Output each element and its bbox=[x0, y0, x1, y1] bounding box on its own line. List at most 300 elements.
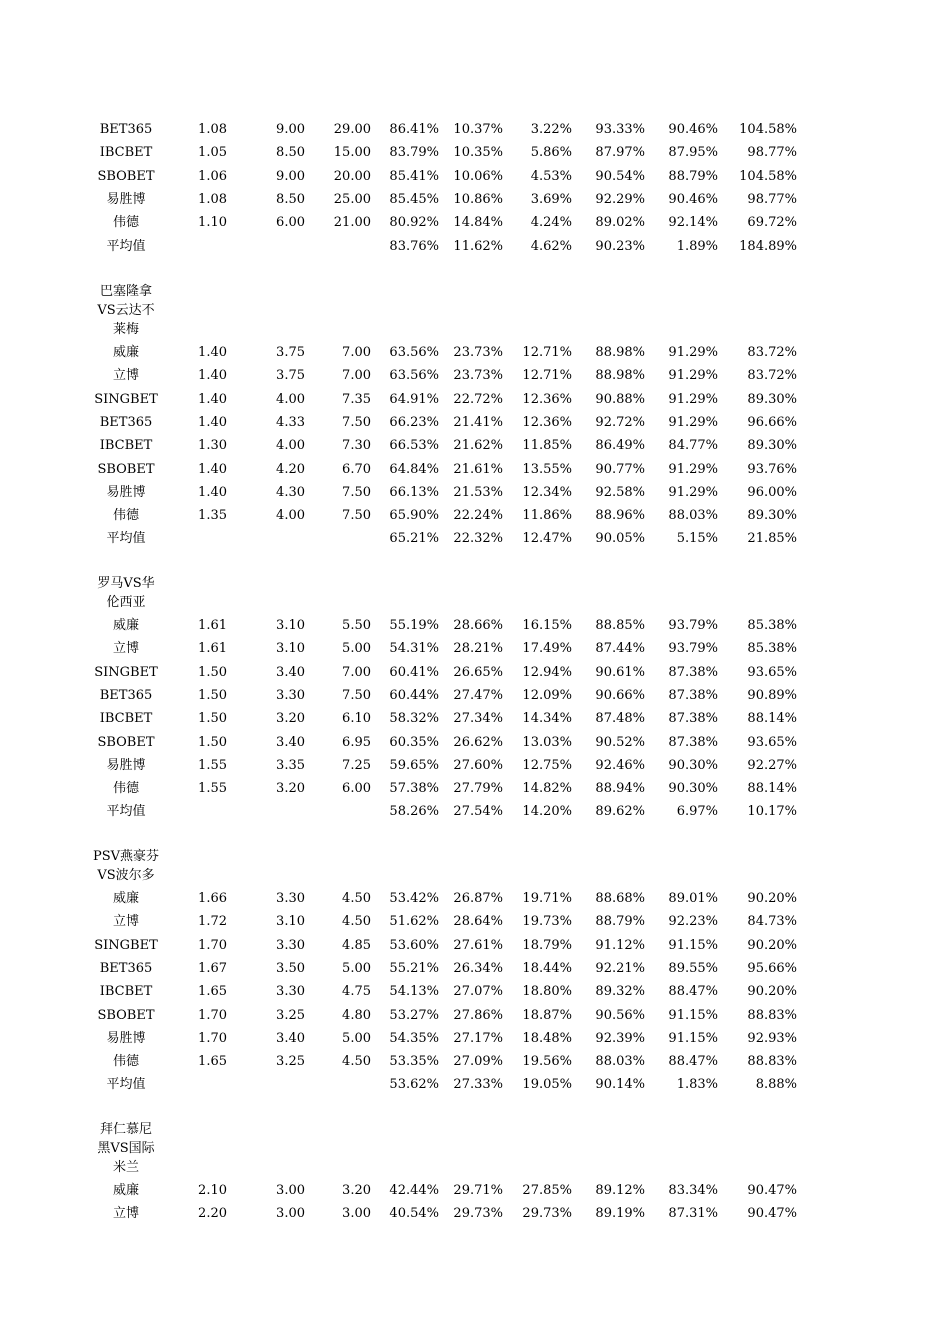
kelly-index-1-cell: 90.46% bbox=[668, 191, 718, 207]
bookmaker-name-cell: SBOBET bbox=[97, 168, 155, 184]
kelly-index-1-cell: 1.89% bbox=[676, 238, 718, 254]
table-row bbox=[0, 887, 950, 910]
return-rate-cell: 91.12% bbox=[595, 937, 645, 953]
table-row bbox=[0, 684, 950, 707]
table-row bbox=[0, 1179, 950, 1202]
kelly-index-1-cell: 88.79% bbox=[668, 168, 718, 184]
away-probability-cell: 12.36% bbox=[522, 414, 572, 430]
draw-odds-cell bbox=[248, 527, 305, 550]
away-odds-cell bbox=[314, 800, 371, 823]
home-odds-cell: 1.10 bbox=[198, 215, 227, 231]
home-probability-cell: 85.45% bbox=[389, 191, 439, 207]
away-odds-cell: 7.35 bbox=[342, 391, 371, 407]
draw-odds-cell: 3.40 bbox=[276, 734, 305, 750]
draw-probability-cell: 29.73% bbox=[453, 1206, 503, 1222]
home-probability-cell: 60.41% bbox=[389, 664, 439, 680]
away-odds-cell bbox=[314, 1073, 371, 1096]
match-title-line: PSV燕豪芬 bbox=[92, 849, 160, 864]
return-rate-cell: 88.98% bbox=[595, 345, 645, 360]
return-rate-cell: 87.97% bbox=[595, 145, 645, 161]
return-rate-cell: 88.68% bbox=[595, 891, 645, 906]
away-odds-cell: 4.75 bbox=[342, 984, 371, 1000]
home-probability-cell: 60.44% bbox=[389, 687, 439, 703]
bookmaker-name-cell: BET365 bbox=[99, 122, 153, 137]
bookmaker-name-cell: 伟德 bbox=[112, 508, 139, 524]
kelly-index-2-cell: 89.30% bbox=[747, 438, 797, 454]
away-odds-cell: 3.20 bbox=[342, 1183, 371, 1198]
home-odds-cell bbox=[170, 1073, 227, 1096]
home-odds-cell: 1.40 bbox=[198, 461, 227, 477]
home-probability-cell: 86.41% bbox=[389, 122, 439, 137]
return-rate-cell: 88.79% bbox=[595, 914, 645, 930]
home-probability-cell: 58.32% bbox=[389, 711, 439, 727]
draw-probability-cell: 10.86% bbox=[453, 191, 503, 207]
draw-probability-cell: 10.35% bbox=[453, 145, 503, 161]
draw-odds-cell: 9.00 bbox=[276, 168, 305, 184]
kelly-index-1-cell: 92.23% bbox=[668, 914, 718, 930]
home-probability-cell: 66.23% bbox=[389, 414, 439, 430]
return-rate-cell: 89.12% bbox=[595, 1183, 645, 1198]
kelly-index-2-cell: 98.77% bbox=[747, 191, 797, 207]
kelly-index-1-cell: 6.97% bbox=[676, 804, 718, 820]
home-odds-cell: 1.35 bbox=[198, 508, 227, 524]
kelly-index-2-cell: 98.77% bbox=[747, 145, 797, 161]
draw-odds-cell: 3.20 bbox=[276, 711, 305, 727]
draw-odds-cell: 4.20 bbox=[276, 461, 305, 477]
kelly-index-2-cell: 69.72% bbox=[747, 215, 797, 231]
table-row bbox=[0, 211, 950, 234]
draw-odds-cell: 3.30 bbox=[276, 687, 305, 703]
bookmaker-name-cell: 平均值 bbox=[106, 1077, 146, 1093]
table-row bbox=[0, 481, 950, 504]
table-row bbox=[0, 731, 950, 754]
draw-odds-cell: 3.00 bbox=[276, 1183, 305, 1198]
kelly-index-1-cell: 91.29% bbox=[668, 391, 718, 407]
draw-odds-cell: 3.40 bbox=[276, 664, 305, 680]
home-probability-cell: 64.91% bbox=[389, 391, 439, 407]
away-probability-cell: 3.69% bbox=[530, 191, 572, 207]
home-odds-cell: 1.70 bbox=[198, 1030, 227, 1046]
home-odds-cell: 1.05 bbox=[198, 145, 227, 161]
home-odds-cell bbox=[170, 527, 227, 550]
bookmaker-name-cell: SINGBET bbox=[94, 664, 158, 680]
home-probability-cell: 53.35% bbox=[389, 1054, 439, 1070]
home-odds-cell: 1.50 bbox=[198, 734, 227, 750]
bookmaker-name-cell: 威廉 bbox=[112, 891, 139, 906]
draw-odds-cell: 4.00 bbox=[276, 438, 305, 454]
kelly-index-1-cell: 91.15% bbox=[668, 1007, 718, 1023]
home-probability-cell: 83.79% bbox=[389, 145, 439, 161]
return-rate-cell: 92.39% bbox=[595, 1030, 645, 1046]
away-probability-cell: 13.03% bbox=[522, 734, 572, 750]
home-probability-cell: 54.31% bbox=[389, 641, 439, 657]
home-odds-cell: 2.10 bbox=[198, 1183, 227, 1198]
table-row bbox=[0, 165, 950, 188]
bookmaker-name-cell: SBOBET bbox=[97, 461, 155, 477]
kelly-index-2-cell: 90.20% bbox=[747, 891, 797, 906]
return-rate-cell: 88.85% bbox=[595, 618, 645, 633]
table-row bbox=[0, 614, 950, 637]
draw-probability-cell: 21.61% bbox=[453, 461, 503, 477]
draw-probability-cell: 26.65% bbox=[453, 664, 503, 680]
home-probability-cell: 58.26% bbox=[389, 804, 439, 820]
draw-odds-cell: 3.00 bbox=[276, 1206, 305, 1222]
kelly-index-1-cell: 87.38% bbox=[668, 734, 718, 750]
bookmaker-name-cell: 立博 bbox=[112, 368, 139, 384]
draw-odds-cell: 3.35 bbox=[276, 757, 305, 773]
draw-probability-cell: 26.62% bbox=[453, 734, 503, 750]
away-odds-cell: 5.00 bbox=[342, 641, 371, 657]
away-probability-cell: 14.82% bbox=[522, 781, 572, 797]
kelly-index-1-cell: 90.30% bbox=[668, 781, 718, 797]
home-odds-cell: 1.50 bbox=[198, 664, 227, 680]
home-odds-cell: 1.72 bbox=[198, 914, 227, 930]
kelly-index-1-cell: 1.83% bbox=[676, 1077, 718, 1093]
return-rate-cell: 89.62% bbox=[595, 804, 645, 820]
away-odds-cell: 6.00 bbox=[342, 781, 371, 797]
match-title-line: 罗马VS华 bbox=[97, 576, 155, 591]
away-odds-cell: 7.00 bbox=[342, 664, 371, 680]
kelly-index-2-cell: 83.72% bbox=[747, 345, 797, 360]
bookmaker-name-cell: 平均值 bbox=[106, 238, 146, 254]
return-rate-cell: 87.48% bbox=[595, 711, 645, 727]
home-probability-cell: 54.35% bbox=[389, 1030, 439, 1046]
away-odds-cell: 15.00 bbox=[333, 145, 371, 161]
kelly-index-2-cell: 85.38% bbox=[747, 641, 797, 657]
kelly-index-2-cell: 21.85% bbox=[747, 531, 797, 547]
away-odds-cell: 20.00 bbox=[333, 168, 371, 184]
bookmaker-name-cell: BET365 bbox=[99, 687, 153, 703]
bookmaker-name-cell: 立博 bbox=[112, 641, 139, 657]
return-rate-cell: 92.21% bbox=[595, 960, 645, 976]
home-odds-cell: 1.61 bbox=[198, 618, 227, 633]
table-row bbox=[0, 637, 950, 660]
away-probability-cell: 19.73% bbox=[522, 914, 572, 930]
draw-odds-cell: 3.75 bbox=[276, 345, 305, 360]
draw-probability-cell: 14.84% bbox=[453, 215, 503, 231]
table-row bbox=[0, 434, 950, 457]
kelly-index-2-cell: 104.58% bbox=[739, 122, 797, 137]
home-odds-cell: 1.67 bbox=[198, 960, 227, 976]
match-title bbox=[86, 847, 166, 885]
kelly-index-2-cell: 96.66% bbox=[747, 414, 797, 430]
draw-probability-cell: 27.34% bbox=[453, 711, 503, 727]
bookmaker-name-cell: 平均值 bbox=[106, 804, 146, 820]
kelly-index-1-cell: 91.29% bbox=[668, 484, 718, 500]
bookmaker-name-cell: BET365 bbox=[99, 414, 153, 430]
home-probability-cell: 53.42% bbox=[389, 891, 439, 906]
bookmaker-name-cell: SBOBET bbox=[97, 734, 155, 750]
draw-odds-cell: 8.50 bbox=[276, 145, 305, 161]
draw-odds-cell: 3.25 bbox=[276, 1007, 305, 1023]
away-odds-cell: 4.85 bbox=[342, 937, 371, 953]
away-odds-cell: 5.00 bbox=[342, 960, 371, 976]
table-row bbox=[0, 188, 950, 211]
return-rate-cell: 88.98% bbox=[595, 368, 645, 384]
away-probability-cell: 29.73% bbox=[522, 1206, 572, 1222]
average-row bbox=[0, 527, 950, 550]
away-probability-cell: 16.15% bbox=[522, 618, 572, 633]
kelly-index-1-cell: 87.38% bbox=[668, 711, 718, 727]
kelly-index-2-cell: 95.66% bbox=[747, 960, 797, 976]
draw-odds-cell bbox=[248, 235, 305, 258]
home-odds-cell: 1.70 bbox=[198, 937, 227, 953]
home-odds-cell: 1.66 bbox=[198, 891, 227, 906]
return-rate-cell: 90.77% bbox=[595, 461, 645, 477]
kelly-index-2-cell: 92.93% bbox=[747, 1030, 797, 1046]
table-row bbox=[0, 388, 950, 411]
kelly-index-1-cell: 88.47% bbox=[668, 984, 718, 1000]
away-probability-cell: 4.24% bbox=[530, 215, 572, 231]
draw-probability-cell: 22.24% bbox=[453, 508, 503, 524]
home-odds-cell: 1.06 bbox=[198, 168, 227, 184]
return-rate-cell: 92.29% bbox=[595, 191, 645, 207]
away-probability-cell: 12.36% bbox=[522, 391, 572, 407]
away-probability-cell: 19.71% bbox=[522, 891, 572, 906]
match-title-line: VS云达不 bbox=[97, 303, 155, 318]
away-probability-cell: 12.09% bbox=[522, 687, 572, 703]
away-probability-cell: 18.48% bbox=[522, 1030, 572, 1046]
away-odds-cell: 7.25 bbox=[342, 757, 371, 773]
draw-probability-cell: 28.64% bbox=[453, 914, 503, 930]
average-row bbox=[0, 800, 950, 823]
draw-odds-cell: 3.10 bbox=[276, 914, 305, 930]
kelly-index-1-cell: 5.15% bbox=[676, 531, 718, 547]
draw-probability-cell: 10.37% bbox=[453, 122, 503, 137]
table-row bbox=[0, 364, 950, 387]
return-rate-cell: 87.44% bbox=[595, 641, 645, 657]
draw-probability-cell: 26.87% bbox=[453, 891, 503, 906]
bookmaker-name-cell: 易胜博 bbox=[106, 1030, 146, 1046]
return-rate-cell: 90.61% bbox=[595, 664, 645, 680]
table-row bbox=[0, 934, 950, 957]
kelly-index-1-cell: 92.14% bbox=[668, 215, 718, 231]
kelly-index-1-cell: 83.34% bbox=[668, 1183, 718, 1198]
bookmaker-name-cell: 立博 bbox=[112, 1206, 139, 1222]
home-probability-cell: 65.21% bbox=[389, 531, 439, 547]
draw-odds-cell bbox=[248, 1073, 305, 1096]
match-title-line: 莱梅 bbox=[112, 322, 139, 337]
draw-odds-cell bbox=[248, 800, 305, 823]
kelly-index-1-cell: 93.79% bbox=[668, 641, 718, 657]
away-probability-cell: 12.75% bbox=[522, 757, 572, 773]
return-rate-cell: 90.14% bbox=[595, 1077, 645, 1093]
away-probability-cell: 3.22% bbox=[530, 122, 572, 137]
return-rate-cell: 89.19% bbox=[595, 1206, 645, 1222]
away-probability-cell: 19.56% bbox=[522, 1054, 572, 1070]
bookmaker-name-cell: 平均值 bbox=[106, 531, 146, 547]
kelly-index-2-cell: 184.89% bbox=[739, 238, 797, 254]
away-probability-cell: 18.79% bbox=[522, 937, 572, 953]
return-rate-cell: 90.56% bbox=[595, 1007, 645, 1023]
bookmaker-name-cell: SINGBET bbox=[94, 937, 158, 953]
kelly-index-1-cell: 91.15% bbox=[668, 937, 718, 953]
average-row bbox=[0, 1073, 950, 1096]
draw-probability-cell: 21.53% bbox=[453, 484, 503, 500]
away-odds-cell bbox=[314, 235, 371, 258]
bookmaker-name-cell: IBCBET bbox=[99, 438, 153, 454]
kelly-index-1-cell: 87.38% bbox=[668, 687, 718, 703]
return-rate-cell: 88.96% bbox=[595, 508, 645, 524]
table-row bbox=[0, 1202, 950, 1225]
match-title-line: 拜仁慕尼 bbox=[99, 1122, 152, 1137]
return-rate-cell: 90.05% bbox=[595, 531, 645, 547]
return-rate-cell: 90.54% bbox=[595, 168, 645, 184]
away-probability-cell: 12.71% bbox=[522, 345, 572, 360]
home-odds-cell: 1.65 bbox=[198, 984, 227, 1000]
kelly-index-2-cell: 8.88% bbox=[755, 1077, 797, 1093]
away-probability-cell: 12.34% bbox=[522, 484, 572, 500]
draw-probability-cell: 23.73% bbox=[453, 345, 503, 360]
draw-probability-cell: 22.32% bbox=[453, 531, 503, 547]
kelly-index-2-cell: 88.14% bbox=[747, 711, 797, 727]
home-probability-cell: 57.38% bbox=[389, 781, 439, 797]
draw-probability-cell: 27.17% bbox=[453, 1030, 503, 1046]
draw-odds-cell: 3.20 bbox=[276, 781, 305, 797]
home-odds-cell: 1.55 bbox=[198, 757, 227, 773]
home-odds-cell: 1.50 bbox=[198, 711, 227, 727]
draw-odds-cell: 4.33 bbox=[276, 414, 305, 430]
away-odds-cell: 5.50 bbox=[342, 618, 371, 633]
kelly-index-1-cell: 87.95% bbox=[668, 145, 718, 161]
away-odds-cell: 7.50 bbox=[342, 484, 371, 500]
return-rate-cell: 93.33% bbox=[595, 122, 645, 137]
bookmaker-name-cell: 威廉 bbox=[112, 1183, 139, 1198]
draw-probability-cell: 29.71% bbox=[453, 1183, 503, 1198]
kelly-index-2-cell: 90.20% bbox=[747, 937, 797, 953]
draw-odds-cell: 3.50 bbox=[276, 960, 305, 976]
table-row bbox=[0, 661, 950, 684]
draw-probability-cell: 27.79% bbox=[453, 781, 503, 797]
home-probability-cell: 59.65% bbox=[389, 757, 439, 773]
table-row bbox=[0, 707, 950, 730]
kelly-index-1-cell: 91.15% bbox=[668, 1030, 718, 1046]
home-probability-cell: 53.27% bbox=[389, 1007, 439, 1023]
kelly-index-1-cell: 87.38% bbox=[668, 664, 718, 680]
home-probability-cell: 55.19% bbox=[389, 618, 439, 633]
draw-odds-cell: 3.30 bbox=[276, 891, 305, 906]
away-probability-cell: 14.20% bbox=[522, 804, 572, 820]
away-odds-cell: 4.80 bbox=[342, 1007, 371, 1023]
bookmaker-name-cell: 伟德 bbox=[112, 781, 139, 797]
home-probability-cell: 60.35% bbox=[389, 734, 439, 750]
table-row bbox=[0, 957, 950, 980]
bookmaker-name-cell: SINGBET bbox=[94, 391, 158, 407]
return-rate-cell: 89.32% bbox=[595, 984, 645, 1000]
draw-probability-cell: 27.47% bbox=[453, 687, 503, 703]
bookmaker-name-cell: 伟德 bbox=[112, 215, 139, 231]
home-probability-cell: 66.53% bbox=[389, 438, 439, 454]
away-odds-cell: 6.10 bbox=[342, 711, 371, 727]
match-title-line: 米兰 bbox=[112, 1160, 139, 1175]
kelly-index-1-cell: 90.30% bbox=[668, 757, 718, 773]
away-odds-cell: 6.70 bbox=[342, 461, 371, 477]
home-odds-cell: 2.20 bbox=[198, 1206, 227, 1222]
table-row bbox=[0, 1027, 950, 1050]
home-probability-cell: 53.62% bbox=[389, 1077, 439, 1093]
away-probability-cell: 13.55% bbox=[522, 461, 572, 477]
away-probability-cell: 4.62% bbox=[530, 238, 572, 254]
kelly-index-2-cell: 88.83% bbox=[747, 1054, 797, 1070]
away-probability-cell: 27.85% bbox=[522, 1183, 572, 1198]
home-probability-cell: 85.41% bbox=[389, 168, 439, 184]
home-probability-cell: 51.62% bbox=[389, 914, 439, 930]
return-rate-cell: 90.88% bbox=[595, 391, 645, 407]
draw-probability-cell: 27.33% bbox=[453, 1077, 503, 1093]
draw-odds-cell: 8.50 bbox=[276, 191, 305, 207]
home-probability-cell: 63.56% bbox=[389, 368, 439, 384]
match-title bbox=[86, 574, 166, 612]
away-probability-cell: 12.47% bbox=[522, 531, 572, 547]
home-probability-cell: 55.21% bbox=[389, 960, 439, 976]
home-odds-cell: 1.65 bbox=[198, 1054, 227, 1070]
kelly-index-2-cell: 83.72% bbox=[747, 368, 797, 384]
kelly-index-2-cell: 85.38% bbox=[747, 618, 797, 633]
kelly-index-2-cell: 88.14% bbox=[747, 781, 797, 797]
away-probability-cell: 4.53% bbox=[530, 168, 572, 184]
draw-probability-cell: 27.54% bbox=[453, 804, 503, 820]
home-odds-cell: 1.30 bbox=[198, 438, 227, 454]
away-odds-cell: 25.00 bbox=[333, 191, 371, 207]
draw-probability-cell: 26.34% bbox=[453, 960, 503, 976]
kelly-index-2-cell: 90.47% bbox=[747, 1206, 797, 1222]
table-row bbox=[0, 910, 950, 933]
bookmaker-name-cell: 威廉 bbox=[112, 345, 139, 360]
return-rate-cell: 88.94% bbox=[595, 781, 645, 797]
home-probability-cell: 63.56% bbox=[389, 345, 439, 360]
home-probability-cell: 66.13% bbox=[389, 484, 439, 500]
match-title-line: 黑VS国际 bbox=[97, 1141, 155, 1156]
away-probability-cell: 14.34% bbox=[522, 711, 572, 727]
home-odds-cell: 1.40 bbox=[198, 414, 227, 430]
kelly-index-2-cell: 92.27% bbox=[747, 757, 797, 773]
return-rate-cell: 86.49% bbox=[595, 438, 645, 454]
draw-probability-cell: 21.41% bbox=[453, 414, 503, 430]
draw-odds-cell: 3.10 bbox=[276, 618, 305, 633]
draw-odds-cell: 3.25 bbox=[276, 1054, 305, 1070]
away-odds-cell: 7.00 bbox=[342, 345, 371, 360]
bookmaker-name-cell: 立博 bbox=[112, 914, 139, 930]
draw-odds-cell: 3.40 bbox=[276, 1030, 305, 1046]
kelly-index-1-cell: 90.46% bbox=[668, 122, 718, 137]
away-probability-cell: 12.94% bbox=[522, 664, 572, 680]
home-odds-cell: 1.40 bbox=[198, 368, 227, 384]
away-odds-cell: 7.50 bbox=[342, 414, 371, 430]
home-odds-cell: 1.50 bbox=[198, 687, 227, 703]
table-row bbox=[0, 1050, 950, 1073]
home-probability-cell: 65.90% bbox=[389, 508, 439, 524]
draw-odds-cell: 3.75 bbox=[276, 368, 305, 384]
home-probability-cell: 40.54% bbox=[389, 1206, 439, 1222]
home-odds-cell bbox=[170, 235, 227, 258]
bookmaker-name-cell: 威廉 bbox=[112, 618, 139, 633]
away-odds-cell: 7.00 bbox=[342, 368, 371, 384]
average-row bbox=[0, 235, 950, 258]
home-odds-cell: 1.55 bbox=[198, 781, 227, 797]
return-rate-cell: 90.52% bbox=[595, 734, 645, 750]
bookmaker-name-cell: IBCBET bbox=[99, 711, 153, 727]
kelly-index-1-cell: 84.77% bbox=[668, 438, 718, 454]
kelly-index-2-cell: 93.65% bbox=[747, 664, 797, 680]
table-row bbox=[0, 411, 950, 434]
away-probability-cell: 19.05% bbox=[522, 1077, 572, 1093]
away-odds-cell: 21.00 bbox=[333, 215, 371, 231]
kelly-index-1-cell: 91.29% bbox=[668, 345, 718, 360]
return-rate-cell: 90.23% bbox=[595, 238, 645, 254]
away-probability-cell: 12.71% bbox=[522, 368, 572, 384]
home-odds-cell bbox=[170, 800, 227, 823]
kelly-index-1-cell: 89.01% bbox=[668, 891, 718, 906]
